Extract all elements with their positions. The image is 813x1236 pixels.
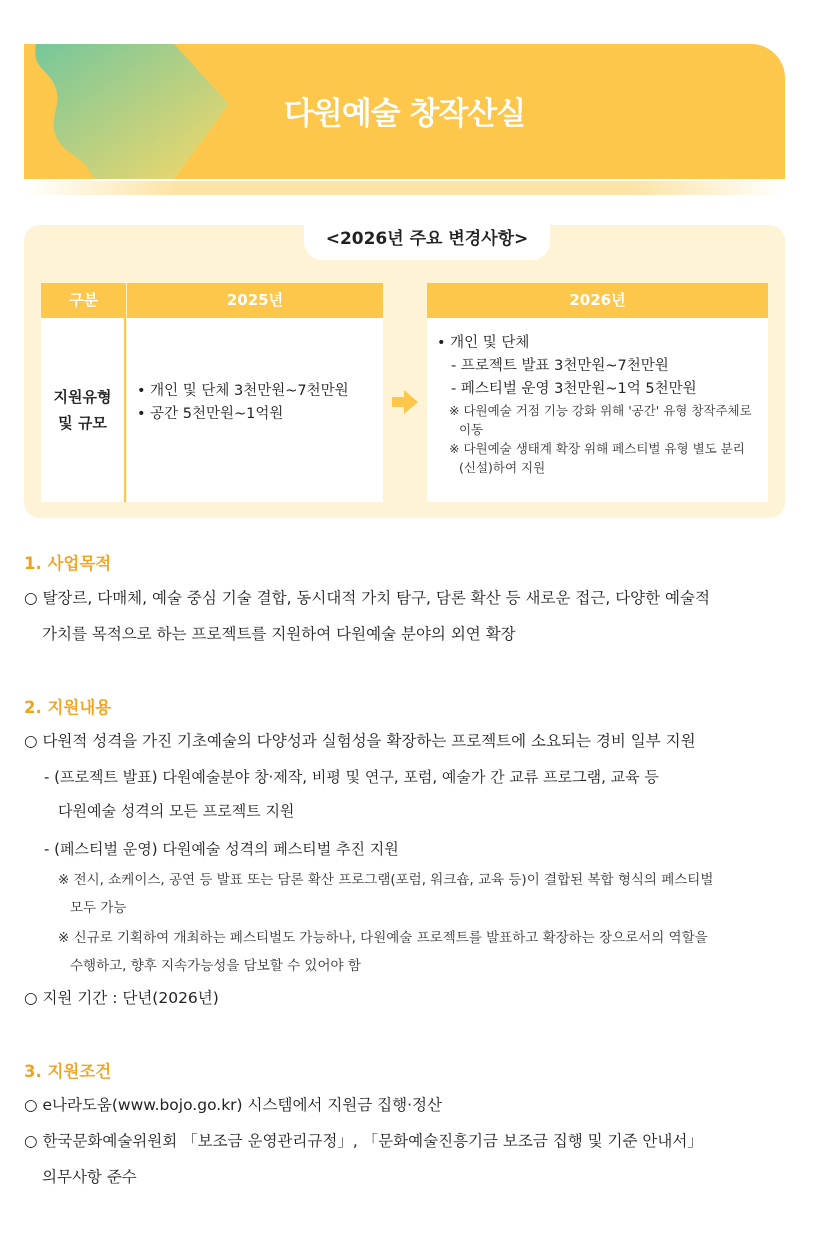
row-label bbox=[41, 318, 126, 502]
text-line: 가치를 목적으로 하는 프로젝트를 지원하여 다원예술 분야의 외연 확장 bbox=[42, 625, 516, 643]
text-line: 의무사항 준수 bbox=[42, 1168, 137, 1186]
row-label-line1: 지원유형 bbox=[53, 388, 112, 406]
text-line: - (프로젝트 발표) 다원예술분야 창·제작, 비평 및 연구, 포럼, 예술가 간 교류 프로그램, 교육 등 bbox=[44, 768, 659, 786]
section-title: 3. 지원조건 bbox=[24, 1062, 112, 1081]
text-line: ○ 다원적 성격을 가진 기초예술의 다양성과 실험성을 확장하는 프로젝트에 소요되는 경비 일부 지원 bbox=[24, 732, 696, 750]
cell-2026 bbox=[427, 318, 768, 502]
page-title: 다원예술 창작산실 bbox=[283, 96, 526, 132]
title-banner bbox=[24, 44, 785, 179]
arrow-right-icon bbox=[392, 390, 418, 414]
text-line: ○ 탈장르, 다매체, 예술 중심 기술 결합, 동시대적 가치 탐구, 담론 확산 등 새로운 접근, 다양한 예술적 bbox=[24, 589, 710, 607]
note-text: 모두 가능 bbox=[70, 900, 127, 916]
note-text: ※ 신규로 기획하여 개최하는 페스티벌도 가능하나, 다원예술 프로젝트를 발표하고 확장하는 장으로서의 역할을 bbox=[58, 930, 708, 946]
changes-heading: <2026년 주요 변경사항> bbox=[304, 222, 550, 260]
list-item: - 프로젝트 발표 3천만원~7천만원 bbox=[451, 358, 669, 374]
text-line: - (페스티벌 운영) 다원예술 성격의 페스티벌 추진 지원 bbox=[44, 840, 399, 858]
note-text: 수행하고, 향후 지속가능성을 담보할 수 있어야 함 bbox=[70, 958, 361, 974]
note-text: ※ 전시, 쇼케이스, 공연 등 발표 또는 담론 확산 프로그램(포럼, 워크숍, 교육 등)이 결합된 복합 형식의 페스티벌 bbox=[58, 872, 714, 888]
list-item: - 페스티벌 운영 3천만원~1억 5천만원 bbox=[451, 381, 697, 397]
paragraph bbox=[24, 580, 794, 652]
header-category: 구분 bbox=[41, 283, 126, 318]
header-2025: 2025년 bbox=[127, 283, 383, 318]
changes-panel bbox=[24, 225, 785, 518]
section-title: 1. 사업목적 bbox=[24, 554, 112, 573]
row-label-line2: 및 규모 bbox=[58, 414, 107, 432]
text-line: ○ e나라도움(www.bojo.go.kr) 시스템에서 지원금 집행·정산 bbox=[24, 1096, 442, 1114]
banner-divider bbox=[24, 181, 785, 195]
cell-2025 bbox=[127, 318, 383, 502]
section-title: 2. 지원내용 bbox=[24, 698, 112, 717]
header-2026: 2026년 bbox=[427, 283, 768, 318]
paragraph bbox=[24, 1087, 794, 1195]
text-line: ○ 지원 기간 : 단년(2026년) bbox=[24, 989, 219, 1007]
list-item: • 개인 및 단체 bbox=[437, 335, 530, 351]
list-item: • 공간 5천만원~1억원 bbox=[137, 406, 284, 422]
note-text: ※ 다원예술 생태계 확장 위해 페스티벌 유형 별도 분리(신설)하여 지원 bbox=[449, 441, 745, 475]
note-text: ※ 다원예술 거점 기능 강화 위해 '공간' 유형 창작주체로 이동 bbox=[449, 403, 752, 437]
text-line: 다원예술 성격의 모든 프로젝트 지원 bbox=[58, 802, 295, 820]
list-item: • 개인 및 단체 3천만원~7천만원 bbox=[137, 383, 349, 399]
text-line: ○ 한국문화예술위원회 「보조금 운영관리규정」, 「문화예술진흥기금 보조금 집행 및 기준 안내서」 bbox=[24, 1132, 703, 1150]
